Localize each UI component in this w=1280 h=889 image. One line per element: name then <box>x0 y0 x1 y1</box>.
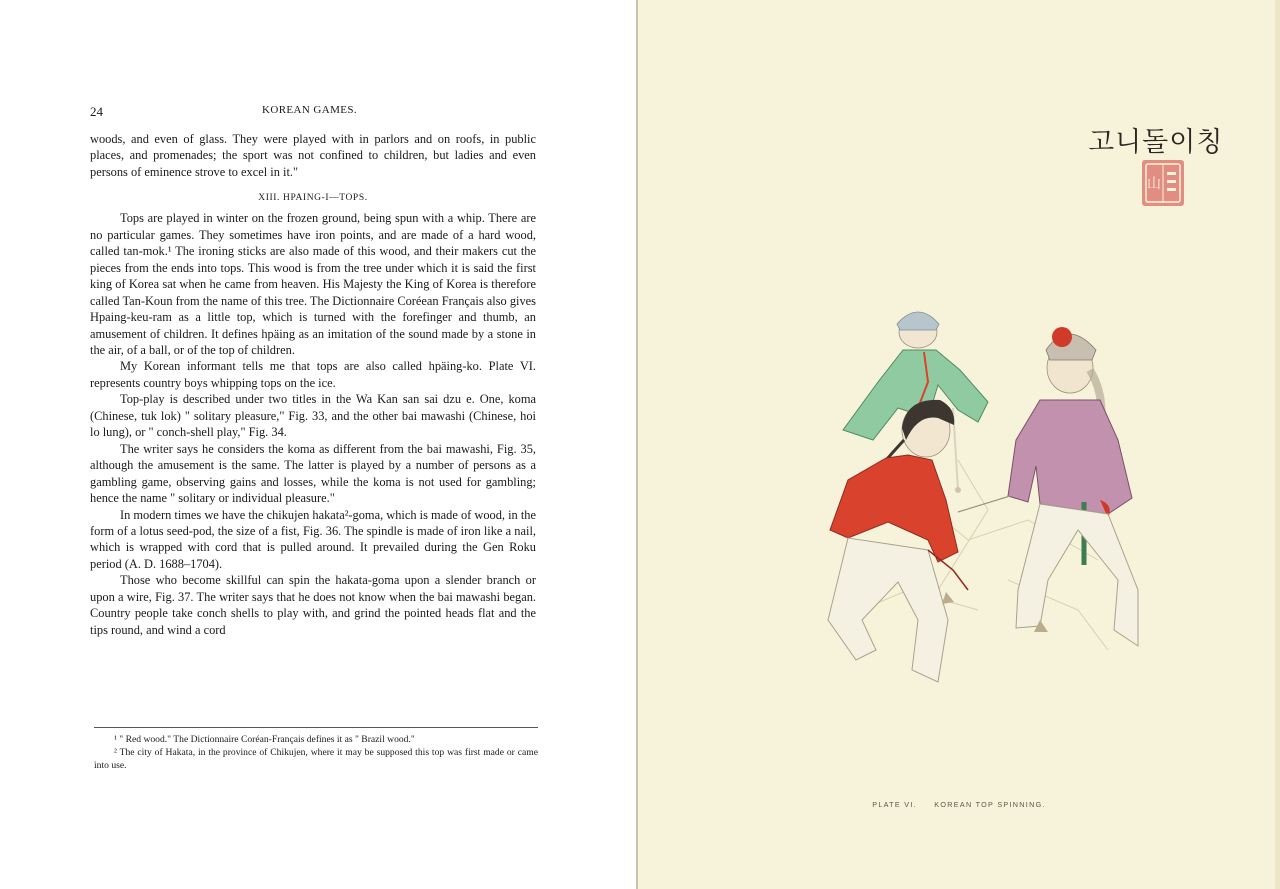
plate-title: KOREAN TOP SPINNING. <box>934 800 1046 809</box>
paragraph-tops-intro: Tops are played in winter on the frozen ground, being spun with a whip. There are no particular games. They sometimes have iron points, and are made of a hard wood, called tan-mok.¹ The ironing sticks are also made of this wood, and their makers cut the pieces from the ends into tops. This wood is from the tree under which it is said the first king of Korea sat when he came from heaven. His Majesty the King of Korea is therefore called Tan-Koun from the name of this tree. The Dictionnaire Coréean Français also gives Hpaing-keu-ram as a little top, which is turned with the forefinger and thumb, an amusement of children. It defines hpäing as an imitation of the sound made by a stone in the air, of a ball, or of the top of children. <box>90 211 536 357</box>
seal-text: 山 <box>1147 176 1161 192</box>
paragraph-top-play: Top-play is described under two titles in the Wa Kan san sai dzu e. One, koma (Chinese, tuk lok) " solitary pleasure," Fig. 33, and the other bai mawashi (Chinese, hoi lo lung), or " conch-shell play," Fig. 34. <box>90 392 536 440</box>
red-coat-child <box>828 400 968 682</box>
top-spinning-illustration <box>778 290 1198 700</box>
running-head: KOREAN GAMES. <box>262 104 358 116</box>
section-heading: XIII. HPAING-I—TOPS. <box>258 193 368 204</box>
page-number: 24 <box>90 104 103 119</box>
korean-inscription: 고니돌이칭 <box>1088 127 1224 158</box>
paragraph-informant: My Korean informant tells me that tops are also called hpäing-ko. Plate VI. represents country boys whipping tops on the ice. <box>90 359 536 390</box>
pink-coat-boy <box>958 327 1138 646</box>
page-edge <box>1275 0 1280 889</box>
paragraph-koma: The writer says he considers the koma as different from the bai mawashi, Fig. 35, although the amusement is the same. The latter is played by a number of persons as a gambling game, observing gains and losses, while the koma is not used for gambling; hence the name " solitary or individual pleasure." <box>90 441 536 506</box>
left-text-page <box>0 0 636 889</box>
body-text <box>90 131 536 638</box>
footnote-1: ¹ " Red wood." The Dictionnaire Coréan-Français defines it as " Brazil wood." <box>114 734 415 745</box>
paragraph-continuation: woods, and even of glass. They were played with in parlors and on roofs, in public places, and promenades; the sport was not confined to children, but ladies and even persons of eminence strove to excel in it." <box>90 132 536 179</box>
footnote-rule <box>94 727 538 728</box>
seal-stamp <box>1140 158 1186 208</box>
plate-page <box>638 0 1280 889</box>
paragraph-modern-times: In modern times we have the chikujen hakata²-goma, which is made of wood, in the form of a lotus seed-pod, the size of a fist, Fig. 36. The spindle is made of iron like a nail, which is wrapped with cord that is pulled around. It prevailed during the Gen Roku period (A. D. 1688–1704). <box>90 507 536 571</box>
paragraph-skillful: Those who become skillful can spin the hakata-goma upon a slender branch or upon a wire, Fig. 37. The writer says that he does not know when the bai mawashi began. Country people take conch shells to play with, and grind the pointed heads flat and the tips round, and wind a cord <box>90 573 536 637</box>
plate-label: PLATE VI. <box>872 800 917 809</box>
footnotes <box>94 733 538 772</box>
footnote-2: ² The city of Hakata, in the province of Chikujen, where it may be supposed this top was first made or came into use. <box>94 747 538 771</box>
plate-caption <box>638 800 1280 809</box>
